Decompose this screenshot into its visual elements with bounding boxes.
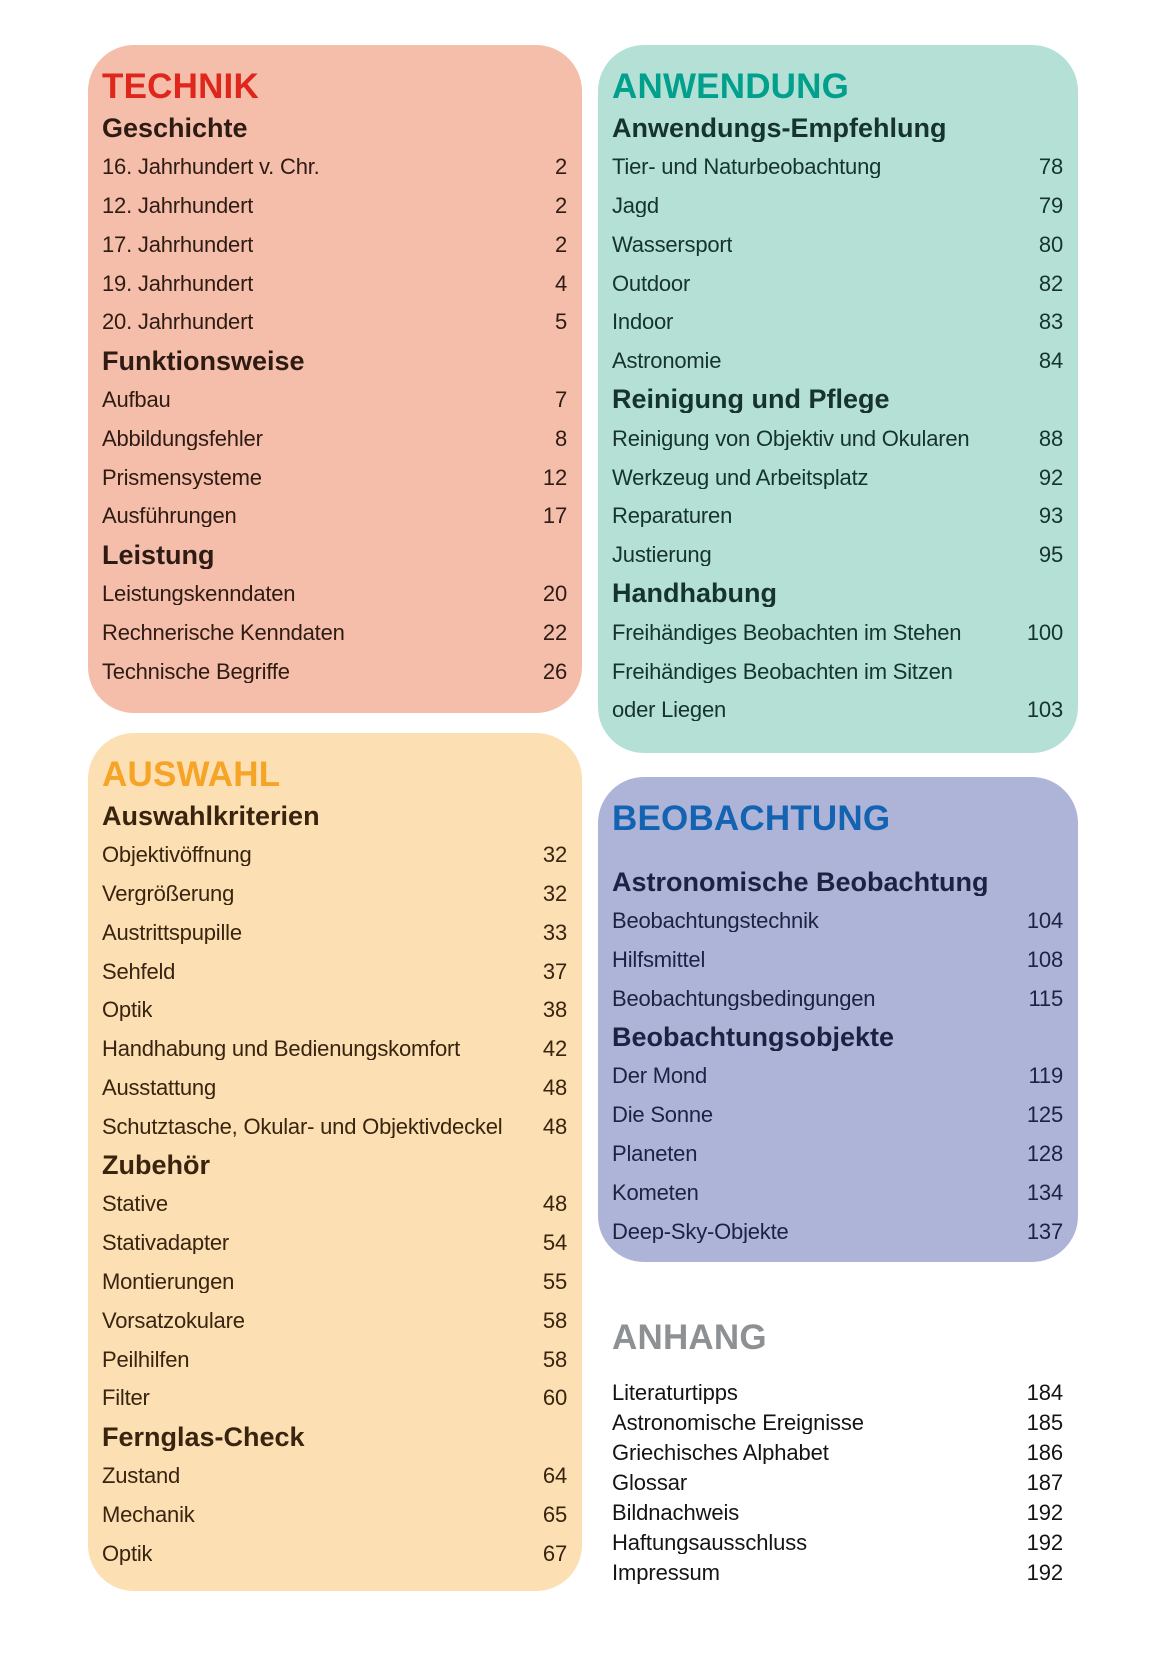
toc-group-header bbox=[102, 342, 567, 381]
toc-entry bbox=[612, 1173, 1063, 1212]
toc-entry-label: Beobachtungsobjekte bbox=[612, 1024, 895, 1052]
toc-entry bbox=[612, 613, 1063, 652]
section-beobachtung-title: BEOBACHTUNG bbox=[612, 799, 891, 838]
toc-entry-page-number: 186 bbox=[1026, 1440, 1063, 1465]
toc-group-header bbox=[102, 109, 567, 148]
toc-entry-label: Der Mond bbox=[612, 1065, 707, 1088]
toc-group-header bbox=[102, 536, 567, 575]
toc-entry bbox=[102, 875, 567, 914]
toc-entry-page-number: 48 bbox=[542, 1191, 567, 1217]
toc-entry-label: Geschichte bbox=[102, 114, 248, 142]
toc-entry-page-number: 82 bbox=[1038, 270, 1063, 296]
toc-entry-label: Beobachtungsbedingungen bbox=[612, 987, 876, 1010]
toc-entry-label: Zustand bbox=[102, 1464, 181, 1487]
toc-entry-label: Indoor bbox=[612, 311, 674, 334]
section-anwendung-title: ANWENDUNG bbox=[612, 67, 850, 106]
toc-entry-page-number: 92 bbox=[1038, 464, 1063, 490]
toc-entry bbox=[102, 1185, 567, 1224]
toc-entry bbox=[612, 691, 1063, 730]
toc-entry bbox=[612, 536, 1063, 575]
toc-entry bbox=[612, 1558, 1063, 1588]
toc-entry bbox=[612, 148, 1063, 187]
toc-entry-page-number: 185 bbox=[1026, 1410, 1063, 1435]
toc-entry-page-number: 12 bbox=[542, 464, 567, 490]
toc-entry bbox=[102, 381, 567, 420]
toc-entry-page-number: 48 bbox=[542, 1074, 567, 1100]
toc-entry bbox=[612, 1438, 1063, 1468]
toc-entry-label: Wassersport bbox=[612, 233, 733, 256]
toc-entry-label: Reparaturen bbox=[612, 505, 733, 528]
toc-entry-label: Hilfsmittel bbox=[612, 948, 706, 971]
toc-entry-page-number: 2 bbox=[554, 231, 567, 257]
toc-entry-page-number: 55 bbox=[542, 1268, 567, 1294]
toc-entry-label: Leistung bbox=[102, 541, 215, 569]
toc-entry bbox=[612, 1057, 1063, 1096]
toc-entry-page-number: 103 bbox=[1026, 697, 1063, 723]
toc-entry-label: Kometen bbox=[612, 1181, 699, 1204]
toc-entry bbox=[612, 1498, 1063, 1528]
toc-entry bbox=[612, 979, 1063, 1018]
toc-entry-label: Anwendungs-Empfehlung bbox=[612, 114, 947, 142]
toc-entry-page-number: 67 bbox=[542, 1540, 567, 1566]
toc-entry-label: Freihändiges Beobachten im Stehen bbox=[612, 621, 962, 644]
toc-entry-page-number: 125 bbox=[1026, 1102, 1063, 1128]
toc-entry-page-number: 88 bbox=[1038, 425, 1063, 451]
toc-entry bbox=[102, 1301, 567, 1340]
toc-entry bbox=[612, 652, 1063, 691]
toc-entry-label: Impressum bbox=[612, 1562, 720, 1584]
toc-entry bbox=[102, 1069, 567, 1108]
toc-entry bbox=[102, 303, 567, 342]
toc-entry-label: Rechnerische Kenndaten bbox=[102, 621, 345, 644]
toc-entry-page-number: 17 bbox=[542, 503, 567, 529]
toc-entry bbox=[612, 941, 1063, 980]
section-auswahl-title: AUSWAHL bbox=[102, 755, 281, 794]
toc-entry-label: oder Liegen bbox=[612, 699, 727, 722]
toc-entry-page-number: 7 bbox=[554, 386, 567, 412]
toc-entry-label: Zubehör bbox=[102, 1152, 210, 1180]
toc-entry-label: Sehfeld bbox=[102, 960, 176, 983]
toc-entry-label: Handhabung und Bedienungskomfort bbox=[102, 1038, 461, 1061]
toc-entry-label: Fernglas-Check bbox=[102, 1423, 305, 1451]
toc-entry bbox=[612, 458, 1063, 497]
toc-entry-page-number: 78 bbox=[1038, 154, 1063, 180]
toc-entry-label: Ausführungen bbox=[102, 505, 237, 528]
toc-entry bbox=[612, 902, 1063, 941]
toc-entry-label: Stativadapter bbox=[102, 1232, 230, 1255]
toc-entry-page-number: 137 bbox=[1026, 1218, 1063, 1244]
toc-entry-page-number: 33 bbox=[542, 919, 567, 945]
toc-entry bbox=[102, 613, 567, 652]
toc-group-header bbox=[612, 575, 1063, 614]
toc-entry-label: Vorsatzokulare bbox=[102, 1309, 245, 1332]
toc-entry bbox=[612, 342, 1063, 381]
toc-entry bbox=[102, 652, 567, 691]
toc-entry-page-number: 54 bbox=[542, 1230, 567, 1256]
toc-entry-page-number: 100 bbox=[1026, 619, 1063, 645]
toc-entry-label: Astronomische Beobachtung bbox=[612, 868, 989, 896]
toc-entry bbox=[102, 1495, 567, 1534]
toc-entry bbox=[102, 1263, 567, 1302]
toc-entry-page-number: 5 bbox=[554, 309, 567, 335]
toc-entry-page-number: 32 bbox=[542, 842, 567, 868]
toc-entry-label: Werkzeug und Arbeitsplatz bbox=[612, 466, 869, 489]
toc-entry-page-number: 93 bbox=[1038, 503, 1063, 529]
toc-entry-page-number: 119 bbox=[1028, 1063, 1063, 1089]
toc-entry-label: Vergrößerung bbox=[102, 882, 235, 905]
toc-entry bbox=[612, 264, 1063, 303]
section-anhang-rows bbox=[612, 1378, 1063, 1588]
toc-entry bbox=[102, 575, 567, 614]
toc-entry-page-number: 83 bbox=[1038, 309, 1063, 335]
toc-entry-page-number: 2 bbox=[554, 192, 567, 218]
toc-entry-page-number: 80 bbox=[1038, 231, 1063, 257]
toc-group-header bbox=[612, 109, 1063, 148]
section-beobachtung-rows bbox=[612, 863, 1063, 1251]
toc-entry-label: 17. Jahrhundert bbox=[102, 233, 254, 256]
toc-entry bbox=[612, 303, 1063, 342]
toc-entry-label: Auswahlkriterien bbox=[102, 802, 320, 830]
toc-entry-page-number: 84 bbox=[1038, 348, 1063, 374]
toc-group-header bbox=[102, 797, 567, 836]
toc-entry-label: Austrittspupille bbox=[102, 921, 242, 944]
toc-entry-label: Beobachtungstechnik bbox=[612, 910, 819, 933]
toc-entry-page-number: 79 bbox=[1038, 192, 1063, 218]
toc-entry bbox=[612, 1096, 1063, 1135]
toc-entry-page-number: 8 bbox=[554, 425, 567, 451]
section-technik-title: TECHNIK bbox=[102, 67, 259, 106]
toc-entry bbox=[102, 458, 567, 497]
toc-entry-page-number: 58 bbox=[542, 1307, 567, 1333]
toc-entry bbox=[612, 497, 1063, 536]
toc-entry-label: Abbildungsfehler bbox=[102, 427, 263, 450]
toc-entry-label: Schutztasche, Okular- und Objektivdeckel bbox=[102, 1115, 503, 1138]
toc-entry-page-number: 192 bbox=[1026, 1560, 1063, 1585]
toc-entry-label: Technische Begriffe bbox=[102, 660, 290, 683]
toc-entry-label: Astronomische Ereignisse bbox=[612, 1412, 864, 1434]
toc-entry-page-number: 108 bbox=[1026, 946, 1063, 972]
toc-entry bbox=[102, 1107, 567, 1146]
toc-entry-label: Reinigung von Objektiv und Okularen bbox=[612, 427, 970, 450]
toc-entry-label: Literaturtipps bbox=[612, 1382, 738, 1404]
toc-entry-page-number: 37 bbox=[542, 958, 567, 984]
toc-entry-label: Die Sonne bbox=[612, 1104, 713, 1127]
toc-entry bbox=[102, 1340, 567, 1379]
toc-entry-label: Planeten bbox=[612, 1142, 698, 1165]
toc-entry-page-number: 42 bbox=[542, 1036, 567, 1062]
toc-entry-page-number: 26 bbox=[542, 658, 567, 684]
toc-entry bbox=[102, 913, 567, 952]
toc-entry bbox=[102, 264, 567, 303]
section-auswahl bbox=[88, 733, 582, 1591]
toc-entry-label: Deep-Sky-Objekte bbox=[612, 1220, 789, 1243]
toc-entry-page-number: 192 bbox=[1026, 1500, 1063, 1525]
toc-entry-label: Tier- und Naturbeobachtung bbox=[612, 156, 882, 179]
toc-entry-label: Griechisches Alphabet bbox=[612, 1442, 829, 1464]
toc-entry bbox=[612, 1408, 1063, 1438]
toc-entry-page-number: 128 bbox=[1026, 1140, 1063, 1166]
toc-entry bbox=[102, 187, 567, 226]
toc-entry bbox=[102, 148, 567, 187]
toc-entry-label: Optik bbox=[102, 1542, 153, 1565]
toc-entry bbox=[612, 1378, 1063, 1408]
toc-entry-label: Objektivöffnung bbox=[102, 844, 252, 867]
toc-entry-label: Prismensysteme bbox=[102, 466, 262, 489]
toc-entry-label: Filter bbox=[102, 1387, 150, 1410]
toc-group-header bbox=[612, 381, 1063, 420]
toc-entry-label: 20. Jahrhundert bbox=[102, 311, 254, 334]
toc-entry-label: Freihändiges Beobachten im Sitzen bbox=[612, 660, 953, 683]
toc-entry bbox=[612, 1135, 1063, 1174]
toc-entry bbox=[612, 1212, 1063, 1251]
toc-entry bbox=[612, 1528, 1063, 1558]
toc-entry-page-number: 115 bbox=[1028, 985, 1063, 1011]
toc-entry-page-number: 48 bbox=[542, 1113, 567, 1139]
toc-entry-page-number: 60 bbox=[542, 1385, 567, 1411]
toc-entry bbox=[102, 497, 567, 536]
toc-entry-label: Optik bbox=[102, 999, 153, 1022]
toc-entry-label: Handhabung bbox=[612, 580, 777, 608]
toc-entry bbox=[612, 225, 1063, 264]
toc-group-header bbox=[102, 1146, 567, 1185]
section-technik-rows bbox=[102, 109, 567, 691]
section-anhang-title: ANHANG bbox=[612, 1318, 767, 1357]
toc-entry-label: Outdoor bbox=[612, 272, 691, 295]
toc-entry bbox=[102, 1224, 567, 1263]
toc-group-header bbox=[612, 1018, 1063, 1057]
toc-entry-page-number: 38 bbox=[542, 997, 567, 1023]
toc-entry-label: Astronomie bbox=[612, 350, 722, 373]
toc-entry-label: 19. Jahrhundert bbox=[102, 272, 254, 295]
toc-entry-page-number: 95 bbox=[1038, 542, 1063, 568]
toc-entry-label: Peilhilfen bbox=[102, 1348, 190, 1371]
section-technik bbox=[88, 45, 582, 713]
toc-group-header bbox=[102, 1418, 567, 1457]
section-beobachtung bbox=[598, 777, 1078, 1262]
toc-entry-label: Aufbau bbox=[102, 388, 171, 411]
toc-entry-label: Mechanik bbox=[102, 1503, 195, 1526]
toc-entry-page-number: 20 bbox=[542, 580, 567, 606]
toc-entry bbox=[612, 187, 1063, 226]
toc-entry-page-number: 187 bbox=[1026, 1470, 1063, 1495]
toc-entry-page-number: 2 bbox=[554, 154, 567, 180]
toc-entry-page-number: 22 bbox=[542, 619, 567, 645]
toc-entry-label: 12. Jahrhundert bbox=[102, 194, 254, 217]
toc-entry bbox=[102, 1030, 567, 1069]
toc-entry-page-number: 58 bbox=[542, 1346, 567, 1372]
section-anwendung-rows bbox=[612, 109, 1063, 730]
toc-group-header bbox=[612, 863, 1063, 902]
toc-entry bbox=[102, 1379, 567, 1418]
toc-entry-label: Montierungen bbox=[102, 1270, 235, 1293]
toc-entry-label: Justierung bbox=[612, 544, 712, 567]
toc-entry-label: Ausstattung bbox=[102, 1076, 216, 1099]
toc-entry-label: Jagd bbox=[612, 194, 659, 217]
toc-entry-label: Stative bbox=[102, 1193, 168, 1216]
toc-entry bbox=[612, 419, 1063, 458]
toc-entry-label: Funktionsweise bbox=[102, 347, 305, 375]
toc-entry-label: Haftungsausschluss bbox=[612, 1532, 808, 1554]
toc-entry bbox=[102, 991, 567, 1030]
toc-entry-page-number: 184 bbox=[1026, 1380, 1063, 1405]
toc-entry-page-number: 64 bbox=[542, 1462, 567, 1488]
toc-entry-label: Reinigung und Pflege bbox=[612, 386, 890, 414]
section-anwendung bbox=[598, 45, 1078, 753]
toc-entry-page-number: 104 bbox=[1026, 908, 1063, 934]
toc-entry bbox=[102, 1457, 567, 1496]
toc-entry-label: Glossar bbox=[612, 1472, 688, 1494]
toc-entry bbox=[612, 1468, 1063, 1498]
toc-entry-label: 16. Jahrhundert v. Chr. bbox=[102, 156, 320, 179]
section-auswahl-rows bbox=[102, 797, 567, 1573]
toc-entry bbox=[102, 952, 567, 991]
toc-entry-page-number: 65 bbox=[542, 1501, 567, 1527]
toc-entry-label: Bildnachweis bbox=[612, 1502, 740, 1524]
toc-entry bbox=[102, 225, 567, 264]
toc-entry bbox=[102, 1534, 567, 1573]
toc-entry-page-number: 134 bbox=[1026, 1179, 1063, 1205]
toc-entry-label: Leistungskenndaten bbox=[102, 582, 296, 605]
toc-entry bbox=[102, 419, 567, 458]
toc-entry bbox=[102, 836, 567, 875]
toc-entry-page-number: 32 bbox=[542, 880, 567, 906]
section-anhang bbox=[598, 1296, 1078, 1588]
toc-entry-page-number: 4 bbox=[554, 270, 567, 296]
toc-entry-page-number: 192 bbox=[1026, 1530, 1063, 1555]
